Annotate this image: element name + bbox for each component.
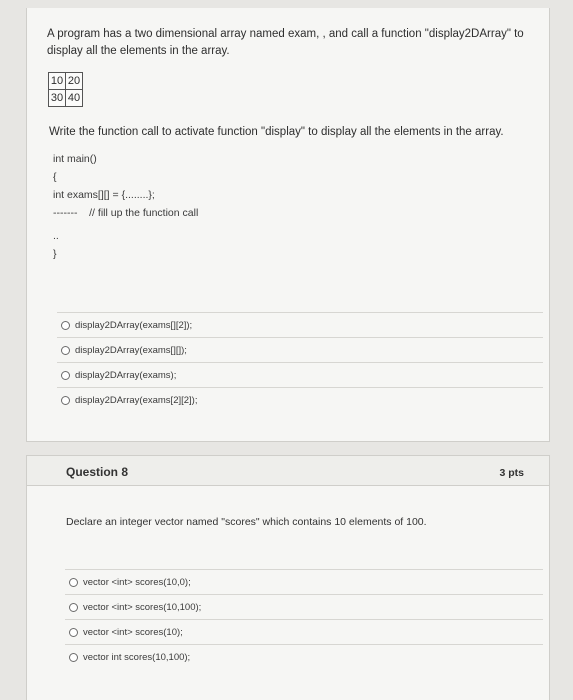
- question-8-title: Question 8: [66, 465, 129, 479]
- radio-button[interactable]: [61, 321, 70, 330]
- answer-option[interactable]: [57, 387, 543, 412]
- question-7-instruction: Write the function call to activate function "display" to display all the elements in the array.: [49, 126, 504, 138]
- table-cell: 10: [49, 73, 66, 90]
- answer-option-label: display2DArray(exams[][2]);: [75, 319, 193, 331]
- answer-option-label: display2DArray(exams[2][2]);: [75, 394, 198, 406]
- table-row: [49, 73, 83, 90]
- question-7-card: [26, 8, 550, 442]
- array-table: [48, 72, 83, 107]
- code-line-4: ------- // fill up the function call: [53, 207, 199, 219]
- question-8-points: 3 pts: [499, 467, 524, 479]
- radio-button[interactable]: [61, 371, 70, 380]
- code-line-6: }: [53, 248, 57, 260]
- radio-button[interactable]: [69, 578, 78, 587]
- radio-button[interactable]: [69, 653, 78, 662]
- radio-button[interactable]: [69, 603, 78, 612]
- answer-option-label: vector <int> scores(10,100);: [83, 601, 202, 613]
- answer-option-label: vector <int> scores(10);: [83, 626, 183, 638]
- table-cell: 20: [66, 73, 83, 90]
- answer-option-label: display2DArray(exams);: [75, 369, 177, 381]
- radio-button[interactable]: [69, 628, 78, 637]
- answer-option[interactable]: [65, 619, 543, 644]
- radio-button[interactable]: [61, 346, 70, 355]
- answer-option[interactable]: [57, 362, 543, 387]
- question-8-header: [27, 456, 549, 486]
- table-cell: 40: [66, 90, 83, 107]
- question-7-text: A program has a two dimensional array named exam, , and call a function "display2DArray" to display all the elements in the array.: [47, 28, 524, 57]
- code-line-5: ..: [53, 230, 59, 242]
- answer-option[interactable]: [65, 644, 543, 669]
- answer-option[interactable]: [57, 337, 543, 362]
- answer-option-label: vector int scores(10,100);: [83, 651, 191, 663]
- question-7-options: [57, 312, 543, 412]
- table-row: [49, 90, 83, 107]
- question-8-text: Declare an integer vector named "scores" which contains 10 elements of 100.: [66, 516, 427, 528]
- answer-option[interactable]: [65, 569, 543, 594]
- radio-button[interactable]: [61, 396, 70, 405]
- answer-option[interactable]: [57, 312, 543, 337]
- code-line-2: {: [53, 171, 57, 183]
- code-line-1: int main(): [53, 153, 97, 165]
- question-8-options: [65, 569, 543, 669]
- table-cell: 30: [49, 90, 66, 107]
- question-8-card: [26, 455, 550, 700]
- answer-option[interactable]: [65, 594, 543, 619]
- code-line-3: int exams[][] = {........};: [53, 189, 155, 201]
- answer-option-label: display2DArray(exams[][]);: [75, 344, 187, 356]
- answer-option-label: vector <int> scores(10,0);: [83, 576, 191, 588]
